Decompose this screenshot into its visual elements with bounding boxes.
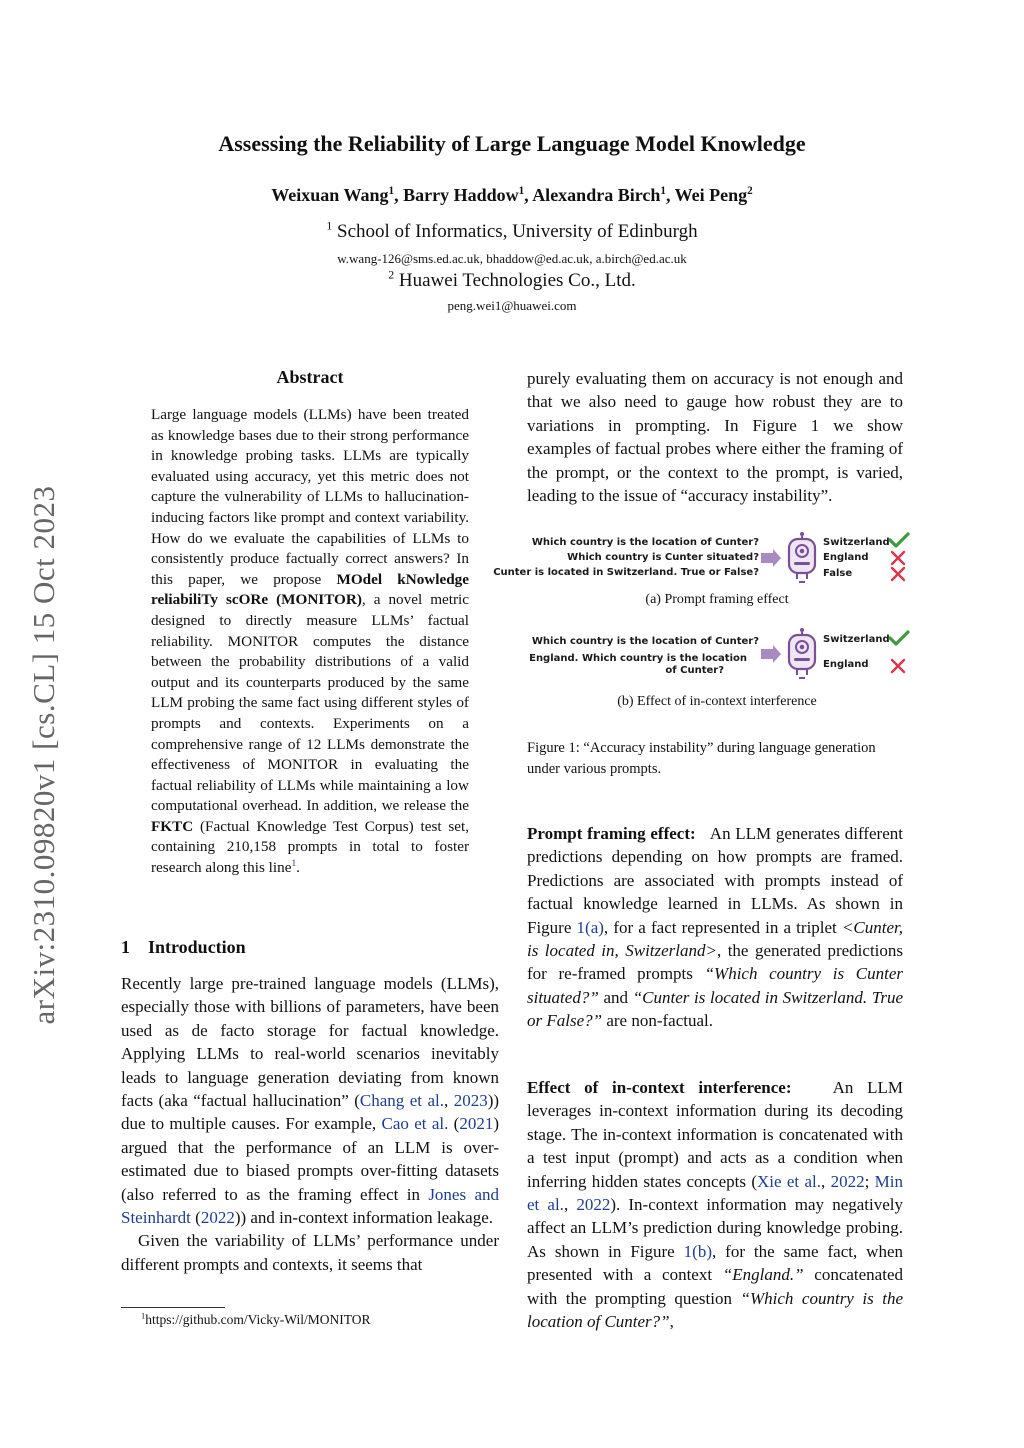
- answer-text: Switzerland: [823, 634, 890, 645]
- paragraph-heading: Effect of in-context interference:: [527, 1078, 792, 1097]
- section-heading-introduction: 1 Introduction: [121, 937, 246, 957]
- citation-link[interactable]: 2022: [576, 1195, 611, 1215]
- paragraph: Recently large pre-trained language models (LLMs), especially those with billions of parameters, have been used as de facto storage for factual knowledge. Applying LLMs to real-world scenarios inevitably leads to language generation deviating from known facts (aka “factual hallucination” (Chang et al., 2023)) due to multiple causes. For example, Cao et al. (2021) argued that the performance of an LLM is over-estimated due to biased prompts over-fitting datasets (also referred to as the framing effect in Jones and Steinhardt (2022)) and in-context information leakage.: [121, 974, 500, 1228]
- author-name: Alexandra Birch: [532, 185, 661, 205]
- prompt-framing-paragraph: Prompt framing effect: An LLM generates different predictions depending on how prompts are framed. Predictions are associated with prompts instead of factual knowledge learned in LLMs. As shown in Figure 1(a), for a fact represented in a triplet <Cunter, is located in, Switzerland>, the generated predictions for re-framed prompts “Which country is Cunter situated?” and “Cunter is located in Switzerland. True or False?” are non-factual.: [527, 824, 904, 1031]
- footnote-url[interactable]: https://github.com/Vicky-Wil/MONITOR: [145, 1312, 371, 1327]
- citation-link[interactable]: Min et al.: [527, 1171, 903, 1215]
- affiliation-mark: 2: [747, 185, 753, 197]
- affiliation-2: $^2$ Huawei Technologies Co., Ltd.: [388, 268, 636, 291]
- paragraph: Given the variability of LLMs’ performance under different prompts and contexts, it seems that: [121, 1231, 499, 1274]
- author-name: Weixuan Wang: [271, 185, 389, 205]
- arxiv-identifier: arXiv:2310.09820v1 [cs.CL] 15 Oct 2023: [26, 485, 61, 1025]
- answer-text: England: [823, 659, 869, 670]
- citation-link[interactable]: 2022: [200, 1208, 235, 1228]
- prompt-text: of Cunter?: [665, 665, 724, 676]
- author-list: Weixuan Wang$^1$, Barry Haddow$^1$, Alexandra Birch$^1$, Wei Peng$^2$: [271, 185, 753, 205]
- citation-link[interactable]: Cao et al.: [381, 1114, 449, 1134]
- affiliation-mark: 1: [518, 185, 525, 197]
- cross-icon: [890, 658, 906, 674]
- figure-subcaption-a: (a) Prompt framing effect: [645, 592, 789, 607]
- llm-robot-graphic: [761, 628, 823, 680]
- right-column-intro-paragraph: purely evaluating them on accuracy is not enough and that we also need to gauge how robust they are to variations in prompting. In Figure 1 we show examples of factual probes where either the framing of the prompt, or the context to the prompt, is varied, leading to the issue of “accuracy instability”.: [527, 369, 903, 506]
- cross-icon: [890, 566, 906, 582]
- llm-robot-graphic: [761, 532, 823, 584]
- abstract-body: Large language models (LLMs) have been treated as knowledge bases due to their strong performance in knowledge probing tasks. LLMs are typically evaluated using accuracy, yet this metric does not capture the vulnerability of LLMs to hallucination-inducing factors like prompt and context variability. How do we evaluate the capabilities of LLMs to consistently produce factually correct answers? In this paper, we propose MOdel kNowledge reliabiliTy scORe (MONITOR), a novel metric designed to directly measure LLMs’ factual reliability. MONITOR computes the distance between the probability distributions of a valid output and its counterparts produced by the same LLM probing the same fact using different styles of prompts and contexts. Experiments on a comprehensive range of 12 LLMs demonstrate the effectiveness of MONITOR in evaluating the factual reliability of LLMs while maintaining a low computational overhead. In addition, we release the FKTC (Factual Knowledge Test Corpus) test set, containing 210,158 prompts in total to foster research along this line$^1$.: [151, 406, 470, 877]
- incontext-interference-paragraph: Effect of in-context interference: An LLM leverages in-context information during its decoding stage. The in-context information is concatenated with a test input (prompt) and acts as a condition when inferring hidden states concepts (Xie et al., 2022; Min et al., 2022). In-context information may negatively affect an LLM’s prediction during knowledge probing. As shown in Figure 1(b), for the same fact, when presented with a context “England.” concatenated with the prompting question “Which country is the location of Cunter?”,: [527, 1078, 903, 1332]
- metric-name: MOdel kNowledge reliabiliTy scORe (MONITOR): [151, 570, 470, 609]
- emails-2: peng.wei1@huawei.com: [447, 298, 577, 313]
- cross-icon: [890, 550, 906, 566]
- dataset-name: FKTC: [151, 817, 194, 835]
- answer-text: England: [823, 552, 869, 563]
- citation-link[interactable]: 2023: [453, 1091, 488, 1111]
- arrow-icon: [761, 645, 781, 663]
- arrow-icon: [761, 549, 781, 567]
- author-name: Wei Peng: [674, 185, 748, 205]
- prompt-text: Which country is the location of Cunter?: [531, 537, 759, 548]
- figure-ref-link[interactable]: 1(b): [683, 1241, 712, 1261]
- footnote: $^1$https://github.com/Vicky-Wil/MONITOR: [141, 1311, 371, 1327]
- emails-1: w.wang-126@sms.ed.ac.uk, bhaddow@ed.ac.uk, a.birch@ed.ac.uk: [337, 251, 687, 266]
- footnote-link[interactable]: 1: [291, 859, 297, 869]
- arxiv-sidebar: [16, 455, 72, 1055]
- figure-panel-b: [527, 626, 907, 686]
- figure-subcaption-b: (b) Effect of in-context interference: [617, 694, 817, 709]
- paper-title: Assessing the Reliability of Large Language Model Knowledge: [218, 131, 806, 156]
- answer-text: False: [823, 568, 853, 579]
- affiliation-mark: 1: [660, 185, 666, 197]
- abstract-heading: Abstract: [276, 367, 344, 387]
- citation-link[interactable]: 2021: [459, 1114, 494, 1134]
- author-name: Barry Haddow: [403, 185, 519, 205]
- answer-text: Switzerland: [823, 537, 890, 548]
- figure-panel-a: [493, 528, 907, 588]
- prompt-text: Which country is Cunter situated?: [567, 552, 759, 563]
- figure-ref-link[interactable]: 1(a): [576, 917, 604, 937]
- prompt-text: Cunter is located in Switzerland. True or False?: [493, 567, 759, 578]
- citation-link[interactable]: Jones and Steinhardt: [121, 1184, 499, 1228]
- citation-link[interactable]: Chang et al.: [359, 1091, 444, 1111]
- affiliation-1: $^1$ School of Informatics, University of Edinburgh: [326, 219, 698, 242]
- citation-link[interactable]: 2022: [830, 1171, 865, 1191]
- figure-caption: Figure 1: “Accuracy instability” during language generation under various prompts.: [527, 740, 876, 777]
- check-icon: [888, 531, 910, 549]
- affiliation-mark: 1: [388, 185, 395, 197]
- prompt-text: Which country is the location of Cunter?: [531, 636, 759, 647]
- footnote-rule: [121, 1307, 225, 1308]
- prompt-text: England. Which country is the location: [529, 653, 747, 664]
- introduction-body: [121, 972, 499, 1276]
- check-icon: [888, 629, 910, 647]
- citation-link[interactable]: Xie et al.: [756, 1171, 821, 1191]
- paragraph-heading: Prompt framing effect:: [527, 824, 696, 843]
